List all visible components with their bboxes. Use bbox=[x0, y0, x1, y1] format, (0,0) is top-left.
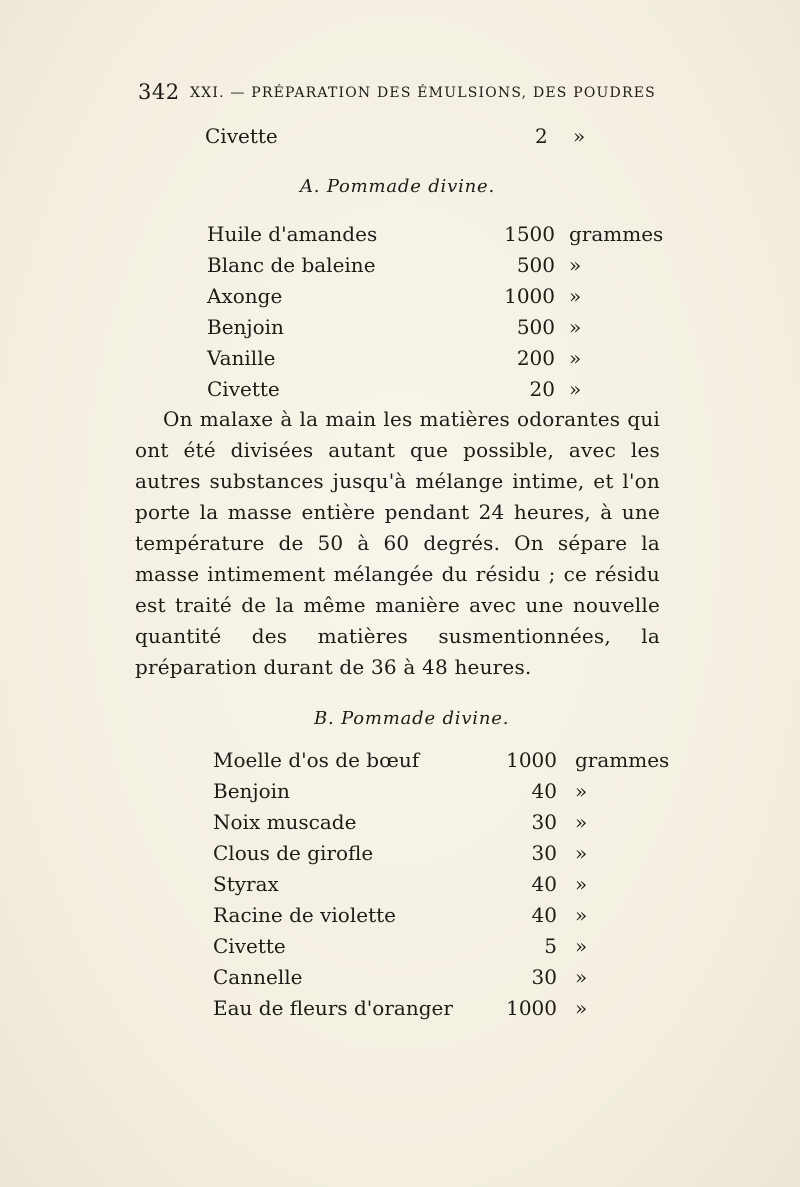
ingredient-row bbox=[207, 346, 657, 377]
ingredient-name: Cannelle bbox=[213, 965, 303, 989]
ingredient-row bbox=[213, 996, 663, 1027]
ingredient-unit: » bbox=[569, 284, 582, 308]
ingredient-quantity: 500 bbox=[516, 315, 555, 339]
ingredient-row bbox=[213, 748, 670, 779]
ingredient-row bbox=[213, 903, 663, 934]
ingredient-name: Civette bbox=[205, 124, 278, 148]
ingredient-quantity: 200 bbox=[516, 346, 555, 370]
ingredient-unit: » bbox=[569, 315, 582, 339]
ingredient-unit: » bbox=[575, 779, 588, 803]
ingredient-row bbox=[207, 315, 657, 346]
ingredient-row bbox=[207, 284, 657, 315]
ingredient-unit: grammes bbox=[575, 748, 670, 772]
ingredient-name: Benjoin bbox=[207, 315, 284, 339]
ingredient-quantity: 30 bbox=[531, 810, 557, 834]
ingredient-unit: » bbox=[575, 810, 588, 834]
ingredient-unit: » bbox=[575, 903, 588, 927]
ingredient-name: Huile d'amandes bbox=[207, 222, 378, 246]
ingredient-unit: » bbox=[575, 841, 588, 865]
ingredient-quantity: 1000 bbox=[506, 748, 557, 772]
ingredient-quantity: 2 bbox=[535, 124, 548, 148]
page-header bbox=[138, 80, 656, 108]
ingredient-unit: » bbox=[569, 377, 582, 401]
ingredient-row bbox=[213, 810, 663, 841]
ingredient-unit: » bbox=[575, 965, 588, 989]
recipe-a-table bbox=[207, 222, 664, 408]
ingredient-row bbox=[213, 872, 663, 903]
ingredient-name: Moelle d'os de bœuf bbox=[213, 748, 420, 772]
ingredient-unit: » bbox=[575, 934, 588, 958]
ingredient-name: Styrax bbox=[213, 872, 279, 896]
ingredient-name: Vanille bbox=[207, 346, 276, 370]
ingredient-name: Civette bbox=[207, 377, 280, 401]
page-number: 342 bbox=[138, 80, 180, 104]
ingredient-row bbox=[207, 222, 664, 253]
ingredient-quantity: 40 bbox=[531, 779, 557, 803]
ingredient-name: Civette bbox=[213, 934, 286, 958]
ingredient-row bbox=[213, 965, 663, 996]
ingredient-row bbox=[207, 253, 657, 284]
ingredient-quantity: 40 bbox=[531, 872, 557, 896]
ingredient-name: Clous de girofle bbox=[213, 841, 374, 865]
recipe-b-table bbox=[213, 748, 670, 1027]
ingredient-name: Blanc de baleine bbox=[207, 253, 376, 277]
ingredient-unit: » bbox=[575, 872, 588, 896]
ingredient-quantity: 30 bbox=[531, 965, 557, 989]
running-title: XXI. — PRÉPARATION DES ÉMULSIONS, DES POUDRES bbox=[190, 85, 656, 101]
ingredient-quantity: 5 bbox=[544, 934, 557, 958]
ingredient-unit: grammes bbox=[569, 222, 664, 246]
ingredient-name: Eau de fleurs d'oranger bbox=[213, 996, 453, 1020]
ingredient-quantity: 1000 bbox=[504, 284, 555, 308]
ingredient-quantity: 500 bbox=[516, 253, 555, 277]
ingredient-quantity: 1500 bbox=[504, 222, 555, 246]
ingredient-quantity: 30 bbox=[531, 841, 557, 865]
recipe-b-title: B. Pommade divine. bbox=[314, 708, 510, 729]
ingredient-name: Axonge bbox=[207, 284, 283, 308]
ingredient-quantity: 20 bbox=[529, 377, 555, 401]
instructions-paragraph: On malaxe à la main les matières odorantes qui ont été divisées autant que possible, avec les autres substances jusqu'à mélange intime, et l'on porte la masse entière pendant 24 heures, à une température de 50 à 60 degrés. On sépare la masse intimement mélangée du résidu ; ce résidu est traité de la même manière avec une nouvelle quantité des matières susmentionnées, la préparation durant de 36 à 48 heures. bbox=[135, 407, 660, 679]
ingredient-row bbox=[213, 779, 663, 810]
ingredient-name: Racine de violette bbox=[213, 903, 396, 927]
ingredient-quantity: 40 bbox=[531, 903, 557, 927]
ingredient-unit: » bbox=[569, 253, 582, 277]
ingredient-name: Noix muscade bbox=[213, 810, 357, 834]
ingredient-quantity: 1000 bbox=[506, 996, 557, 1020]
ingredient-unit: » bbox=[569, 346, 582, 370]
ingredient-row bbox=[213, 841, 663, 872]
recipe-a-title: A. Pommade divine. bbox=[300, 176, 495, 197]
ingredient-unit: » bbox=[573, 124, 586, 148]
ingredient-unit: » bbox=[575, 996, 588, 1020]
carry-over-line bbox=[205, 124, 605, 154]
ingredient-row bbox=[213, 934, 663, 965]
ingredient-name: Benjoin bbox=[213, 779, 290, 803]
